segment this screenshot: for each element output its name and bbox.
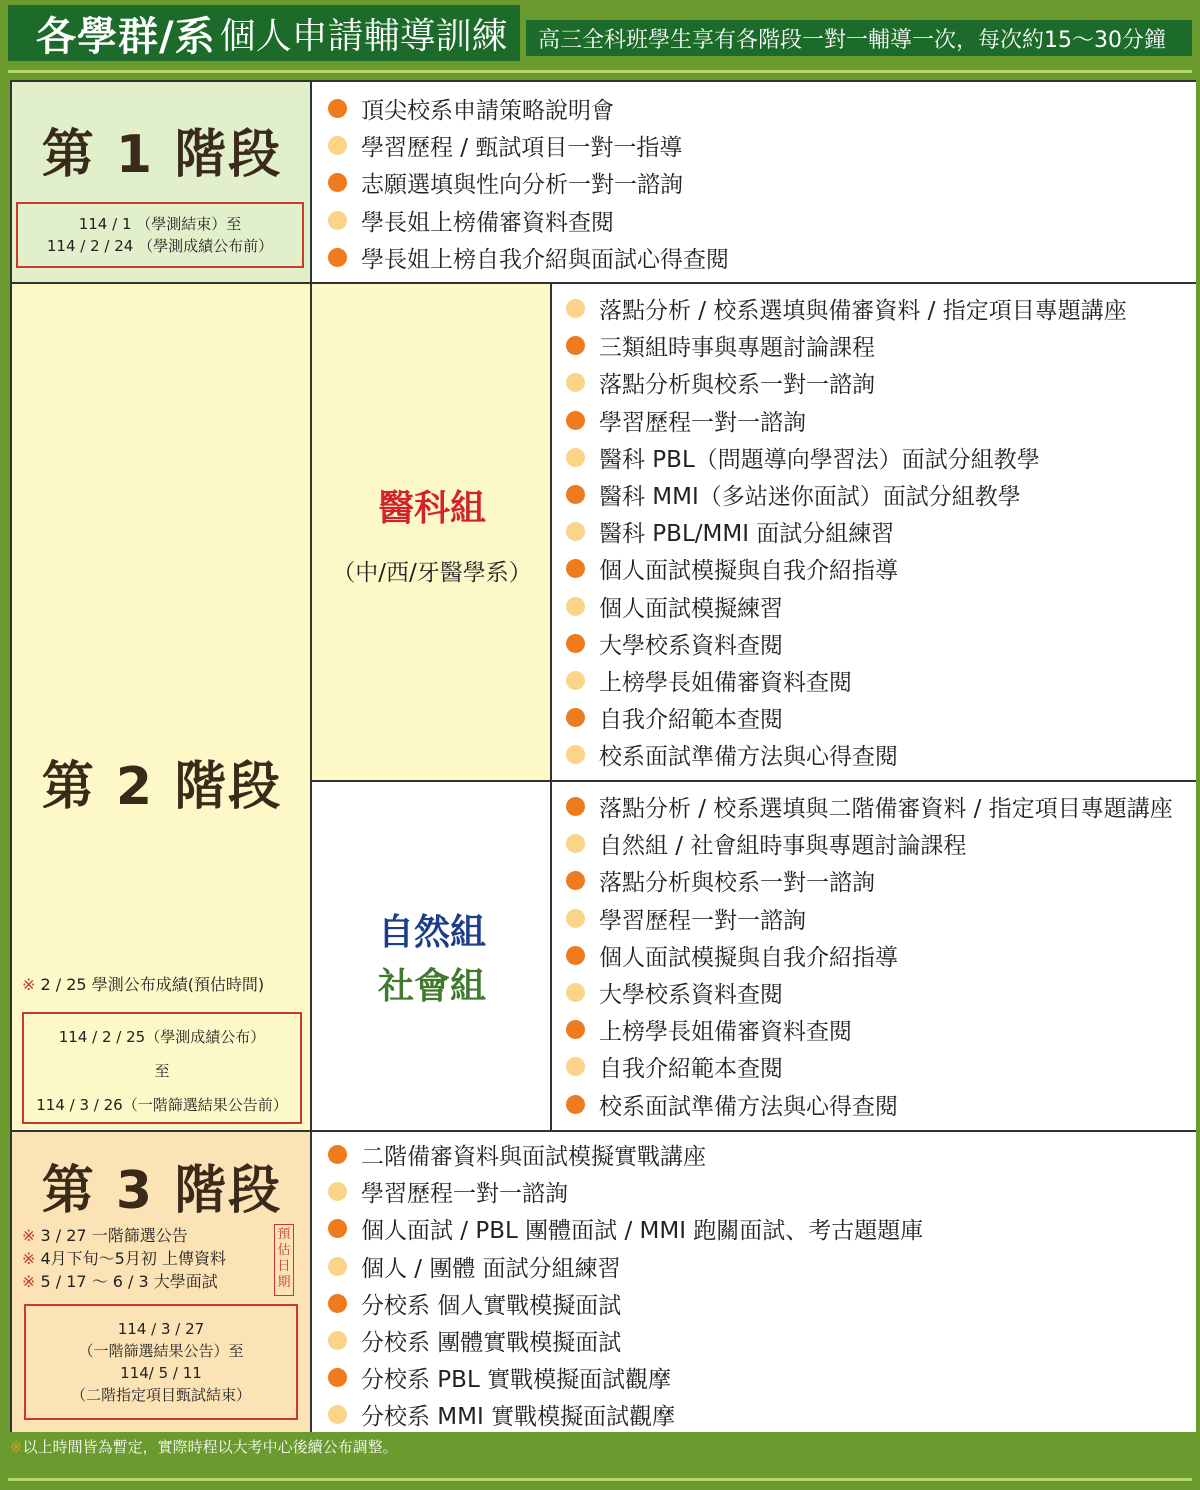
list-item [566, 736, 1127, 773]
footer-note-text: 以上時間皆為暫定，實際時程以大考中心後續公布調整。 [22, 1438, 398, 1456]
list-item [566, 402, 1127, 439]
natural-group-name: 自然組 [377, 912, 486, 953]
list-item-text: 自然組 / 社會組時事與專題討論課程 [599, 833, 967, 860]
stage2-label-cell [12, 284, 312, 1132]
list-item [328, 1248, 923, 1285]
bullet-dot-icon [328, 99, 347, 118]
bullet-dot-icon [566, 909, 585, 928]
stage1-items-cell [312, 82, 1196, 284]
list-item-text: 二階備審資料與面試模擬實戰講座 [361, 1144, 706, 1171]
bullet-dot-icon [328, 136, 347, 155]
footer-mark: ※ [10, 1438, 23, 1456]
list-item-text: 學習歷程一對一諮詢 [361, 1181, 568, 1208]
stage3-date-line: 114/ 5 / 11 [120, 1364, 202, 1382]
bullet-dot-icon [328, 1368, 347, 1387]
bullet-dot-icon [328, 1294, 347, 1313]
bullet-dot-icon [566, 299, 585, 318]
list-item [566, 937, 1173, 974]
stage1-label-cell [12, 82, 312, 284]
bullet-dot-icon [566, 871, 585, 890]
list-item [566, 476, 1127, 513]
list-item [566, 327, 1127, 364]
stage1-date-line: 114 / 2 / 24 （學測成績公布前） [46, 237, 274, 255]
bullet-dot-icon [328, 173, 347, 192]
list-item-text: 醫科 PBL/MMI 面試分組練習 [599, 521, 895, 548]
list-item [566, 788, 1173, 825]
stage3-notes [22, 1224, 226, 1293]
stage3-note [22, 1224, 226, 1247]
stage2-date-line: 至 [154, 1062, 170, 1080]
bullet-dot-icon [566, 634, 585, 653]
stage3-date-line: （二階指定項目甄試結束） [70, 1386, 251, 1404]
bullet-dot-icon [328, 1182, 347, 1201]
list-item-text: 分校系 團體實戰模擬面試 [361, 1330, 622, 1357]
header [0, 0, 1200, 68]
list-item [566, 625, 1127, 662]
list-item [566, 974, 1173, 1011]
list-item [328, 1396, 923, 1433]
stage3-date-line: （一階篩選結果公告）至 [78, 1342, 244, 1360]
list-item-text: 自我介紹範本查閱 [599, 707, 783, 734]
note-mark: ※ [22, 1226, 36, 1245]
list-item-text: 落點分析與校系一對一諮詢 [599, 372, 875, 399]
bullet-dot-icon [566, 983, 585, 1002]
list-item [328, 1322, 923, 1359]
list-item-text: 落點分析 / 校系選填與二階備審資料 / 指定項目專題講座 [599, 796, 1173, 823]
list-item-text: 頂尖校系申請策略說明會 [361, 98, 614, 125]
stage3-note [22, 1247, 226, 1270]
medical-group-cell [312, 284, 552, 782]
bullet-dot-icon [328, 1331, 347, 1350]
bullet-dot-icon [566, 559, 585, 578]
stage3-note-text: 3 / 27 一階篩選公告 [40, 1226, 188, 1245]
list-item [566, 1086, 1173, 1123]
list-item-text: 分校系 個人實戰模擬面試 [361, 1292, 622, 1319]
list-item [328, 1136, 923, 1173]
bullet-dot-icon [328, 1145, 347, 1164]
list-item [566, 550, 1127, 587]
list-item-text: 分校系 MMI 實戰模擬面試觀摩 [361, 1404, 676, 1431]
stage2-date-box [22, 1012, 302, 1124]
list-item-text: 大學校系資料查閱 [599, 632, 783, 659]
bullet-dot-icon [566, 411, 585, 430]
list-item [328, 127, 729, 164]
list-item [566, 588, 1127, 625]
bullet-dot-icon [566, 946, 585, 965]
bullet-dot-icon [328, 1219, 347, 1238]
medical-item-list [566, 290, 1127, 773]
stage2-date-line: 114 / 3 / 26（一階篩選結果公告前） [36, 1096, 288, 1114]
stage2-note [22, 972, 264, 995]
stage3-note-text: 5 / 17 ～ 6 / 3 大學面試 [40, 1272, 218, 1291]
stage1-date-box [16, 202, 304, 268]
bullet-dot-icon [566, 597, 585, 616]
list-item-text: 落點分析與校系一對一諮詢 [599, 870, 875, 897]
list-item [328, 1173, 923, 1210]
stage2-title: 第 2 階段 [41, 757, 283, 817]
bullet-dot-icon [328, 1405, 347, 1424]
list-item-text: 個人面試模擬練習 [599, 595, 783, 622]
footer-note [10, 1436, 398, 1457]
list-item [328, 1359, 923, 1396]
list-item-text: 三類組時事與專題討論課程 [599, 335, 875, 362]
list-item-text: 個人面試 / PBL 團體面試 / MMI 跑關面試、考古題題庫 [361, 1218, 924, 1245]
list-item [328, 164, 729, 201]
list-item-text: 校系面試準備方法與心得查閱 [599, 744, 898, 771]
list-item [328, 1285, 923, 1322]
bullet-dot-icon [566, 522, 585, 541]
stage1-item-list [328, 90, 729, 276]
list-item-text: 學習歷程 / 甄試項目一對一指導 [361, 135, 683, 162]
stage3-label-cell [12, 1132, 312, 1432]
stage3-note-text: 4月下旬～5月初 上傳資料 [40, 1249, 226, 1268]
stage3-note [22, 1270, 226, 1293]
medical-group-sub: （中/西/牙醫學系） [332, 560, 532, 586]
social-group-name: 社會組 [377, 966, 486, 1007]
list-item-text: 學長姐上榜自我介紹與面試心得查閱 [361, 246, 729, 273]
stage3-item-list [328, 1136, 923, 1434]
bullet-dot-icon [566, 1020, 585, 1039]
list-item-text: 大學校系資料查閱 [599, 982, 783, 1009]
stage2-note-text: 2 / 25 學測公布成績(預估時間) [40, 975, 265, 994]
title-main: 各學群/系 [36, 13, 216, 60]
list-item [566, 662, 1127, 699]
medical-group-name: 醫科組 [377, 488, 486, 529]
stage3-date-box [24, 1304, 298, 1420]
list-item-text: 個人面試模擬與自我介紹指導 [599, 558, 898, 585]
stage3-items-cell [312, 1132, 1196, 1432]
bullet-dot-icon [566, 708, 585, 727]
title-sub: 個人申請輔導訓練 [219, 15, 508, 57]
list-item-text: 學習歷程一對一諮詢 [599, 409, 806, 436]
schedule-table [10, 80, 1196, 1432]
note-mark: ※ [22, 1249, 36, 1268]
list-item-text: 上榜學長姐備審資料查閱 [599, 669, 852, 696]
header-divider [8, 70, 1192, 73]
bullet-dot-icon [566, 834, 585, 853]
list-item-text: 校系面試準備方法與心得查閱 [599, 1093, 898, 1120]
list-item-text: 落點分析 / 校系選填與備審資料 / 指定項目專題講座 [599, 298, 1127, 325]
header-note: 高三全科班學生享有各階段一對一輔導一次，每次約15～30分鐘 [520, 20, 1192, 56]
bullet-dot-icon [566, 797, 585, 816]
list-item [328, 202, 729, 239]
medical-items-cell [552, 284, 1196, 782]
list-item [566, 439, 1127, 476]
list-item [566, 1011, 1173, 1048]
bullet-dot-icon [566, 1057, 585, 1076]
bullet-dot-icon [566, 448, 585, 467]
list-item [566, 862, 1173, 899]
list-item [566, 825, 1173, 862]
natsoc-item-list [566, 788, 1173, 1123]
list-item [566, 900, 1173, 937]
bullet-dot-icon [566, 671, 585, 690]
list-item [328, 90, 729, 127]
list-item-text: 上榜學長姐備審資料查閱 [599, 1019, 852, 1046]
list-item [566, 1048, 1173, 1085]
note-mark: ※ [22, 1272, 36, 1291]
bullet-dot-icon [566, 745, 585, 764]
footer-divider [8, 1478, 1192, 1481]
list-item-text: 醫科 PBL（問題導向學習法）面試分組教學 [599, 446, 1040, 473]
bullet-dot-icon [566, 336, 585, 355]
natsoc-items-cell [552, 782, 1196, 1132]
bullet-dot-icon [328, 248, 347, 267]
stage2-date-line: 114 / 2 / 25（學測成績公布） [58, 1028, 266, 1046]
list-item [566, 699, 1127, 736]
bullet-dot-icon [566, 1095, 585, 1114]
stage3-title: 第 3 階段 [41, 1161, 283, 1221]
list-item-text: 自我介紹範本查閱 [599, 1056, 783, 1083]
list-item-text: 志願選填與性向分析一對一諮詢 [361, 172, 683, 199]
list-item-text: 學習歷程一對一諮詢 [599, 907, 806, 934]
list-item [566, 290, 1127, 327]
bullet-dot-icon [328, 1257, 347, 1276]
bullet-dot-icon [566, 485, 585, 504]
natsoc-group-cell [312, 782, 552, 1132]
list-item [566, 364, 1127, 401]
bullet-dot-icon [328, 211, 347, 230]
list-item [328, 1210, 923, 1247]
list-item-text: 學長姐上榜備審資料查閱 [361, 209, 614, 236]
stage1-title: 第 1 階段 [41, 125, 283, 185]
estimated-date-label: 預估日期 [274, 1224, 294, 1296]
list-item-text: 個人面試模擬與自我介紹指導 [599, 944, 898, 971]
list-item [566, 513, 1127, 550]
note-mark: ※ [22, 975, 36, 994]
stage1-date-line: 114 / 1 （學測結束）至 [78, 215, 242, 233]
list-item [328, 239, 729, 276]
list-item-text: 分校系 PBL 實戰模擬面試觀摩 [361, 1367, 672, 1394]
list-item-text: 個人 / 團體 面試分組練習 [361, 1255, 621, 1282]
page-title [8, 5, 520, 61]
list-item-text: 醫科 MMI（多站迷你面試）面試分組教學 [599, 484, 1021, 511]
bullet-dot-icon [566, 373, 585, 392]
stage3-date-line: 114 / 3 / 27 [117, 1320, 205, 1338]
